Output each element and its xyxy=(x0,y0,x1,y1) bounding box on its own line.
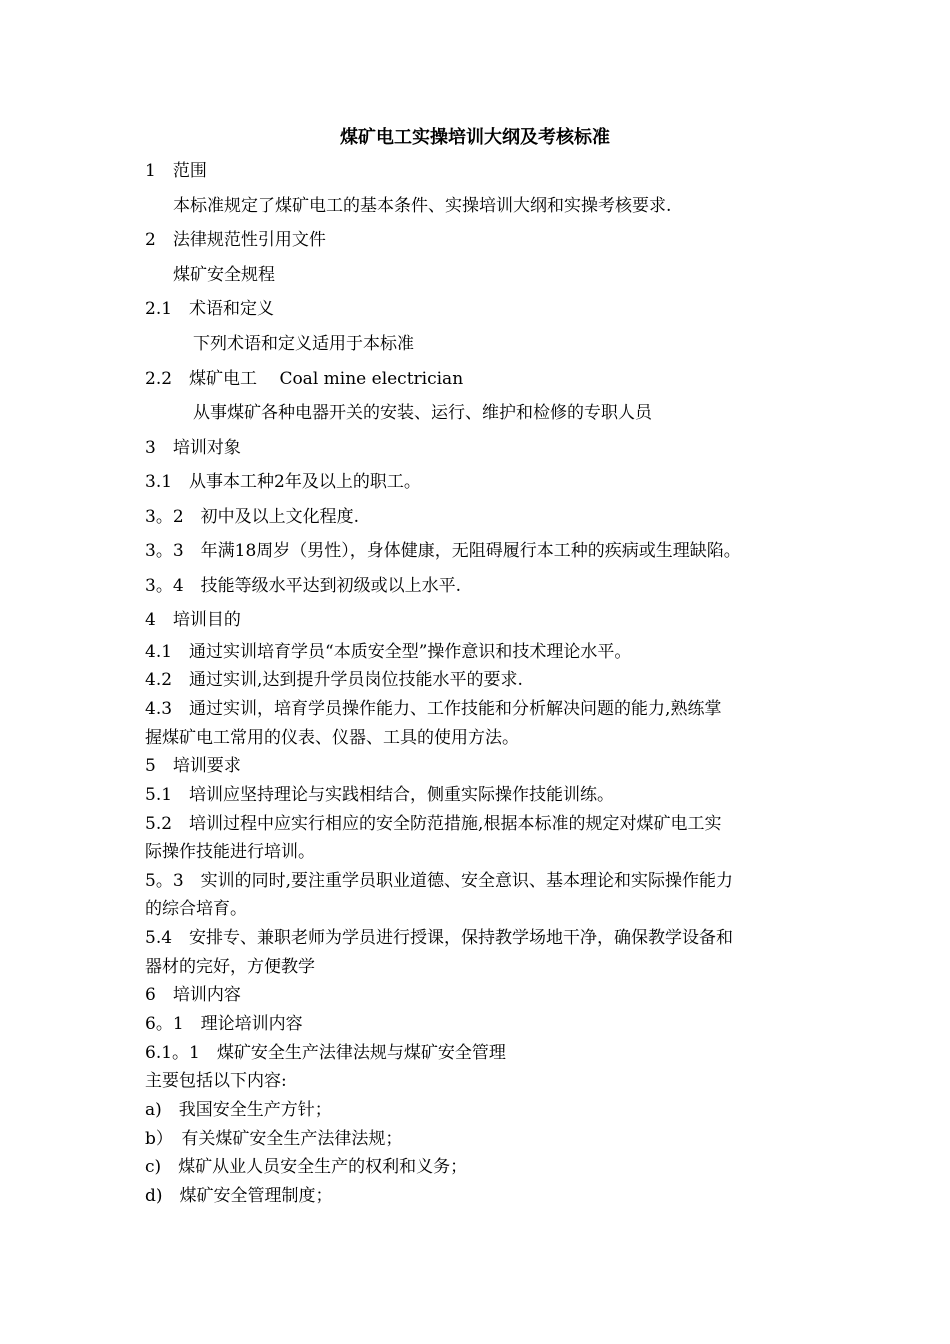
list-item: 5.4 安排专、兼职老师为学员进行授课，保持教学场地干净，确保教学设备和 xyxy=(145,928,734,948)
list-item: 5.2 培训过程中应实行相应的安全防范措施,根据本标准的规定对煤矿电工实 xyxy=(145,814,722,834)
list-item: 3。3 年满18周岁（男性），身体健康，无阻碍履行本工种的疾病或生理缺陷。 xyxy=(145,541,741,561)
list-item: 3。2 初中及以上文化程度. xyxy=(145,507,360,527)
section-heading-6: 6 培训内容 xyxy=(145,985,241,1005)
list-item: b） 有关煤矿安全生产法律法规； xyxy=(145,1129,403,1149)
section-heading-4: 4 培训目的 xyxy=(145,610,241,630)
section-heading-2: 2 法律规范性引用文件 xyxy=(145,230,326,250)
list-item: a) 我国安全生产方针； xyxy=(145,1100,332,1120)
list-item-continuation: 际操作技能进行培训。 xyxy=(145,842,315,862)
list-item-continuation: 握煤矿电工常用的仪表、仪器、工具的使用方法。 xyxy=(145,728,519,748)
list-item-continuation: 器材的完好，方便教学 xyxy=(145,957,315,977)
section-heading-1: 1 范围 xyxy=(145,161,207,181)
subsection-heading: 2.2 煤矿电工 Coal mine electrician xyxy=(145,369,464,389)
paragraph: 从事煤矿各种电器开关的安装、运行、维护和检修的专职人员 xyxy=(193,403,652,423)
section-heading-3: 3 培训对象 xyxy=(145,438,241,458)
subsection-heading: 2.1 术语和定义 xyxy=(145,299,275,319)
section-heading-5: 5 培训要求 xyxy=(145,756,241,776)
list-item-continuation: 的综合培育。 xyxy=(145,899,247,919)
list-item: 5.1 培训应坚持理论与实践相结合，侧重实际操作技能训练。 xyxy=(145,785,615,805)
list-item: c) 煤矿从业人员安全生产的权利和义务； xyxy=(145,1157,468,1177)
subsection-heading: 6.1。1 煤矿安全生产法律法规与煤矿安全管理 xyxy=(145,1043,506,1063)
paragraph: 下列术语和定义适用于本标准 xyxy=(193,334,414,354)
paragraph: 主要包括以下内容: xyxy=(145,1071,287,1091)
list-item: 4.2 通过实训,达到提升学员岗位技能水平的要求. xyxy=(145,670,523,690)
paragraph: 本标准规定了煤矿电工的基本条件、实操培训大纲和实操考核要求. xyxy=(173,196,672,216)
list-item: 4.3 通过实训，培育学员操作能力、工作技能和分析解决问题的能力,熟练掌 xyxy=(145,699,722,719)
subsection-heading: 6。1 理论培训内容 xyxy=(145,1014,303,1034)
list-item: d) 煤矿安全管理制度； xyxy=(145,1186,333,1206)
list-item: 5。3 实训的同时,要注重学员职业道德、安全意识、基本理论和实际操作能力 xyxy=(145,871,734,891)
list-item: 3。4 技能等级水平达到初级或以上水平. xyxy=(145,576,462,596)
document-title: 煤矿电工实操培训大纲及考核标准 xyxy=(340,127,610,148)
list-item: 3.1 从事本工种2年及以上的职工。 xyxy=(145,472,421,492)
list-item: 4.1 通过实训培育学员“本质安全型”操作意识和技术理论水平。 xyxy=(145,642,632,662)
paragraph: 煤矿安全规程 xyxy=(173,265,275,285)
